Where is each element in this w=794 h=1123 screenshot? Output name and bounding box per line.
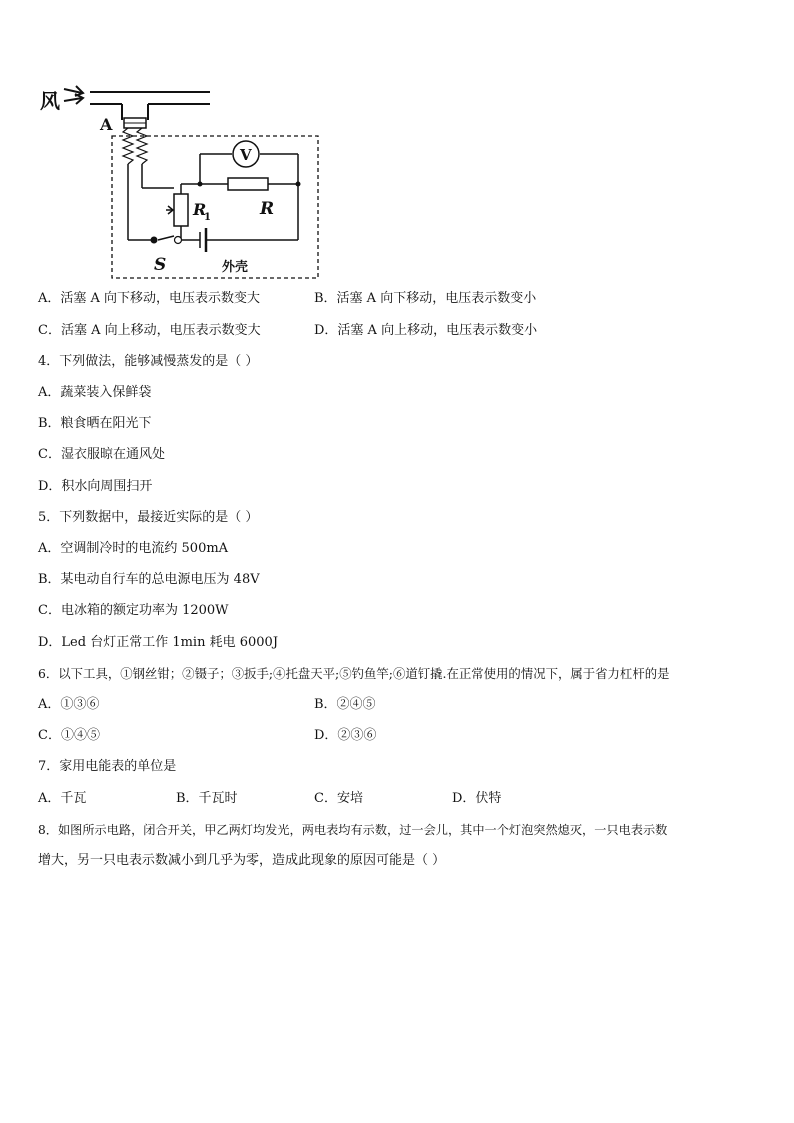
q8-stem-line2: 增大，另一只电表示数减小到几乎为零，造成此现象的原因可能是（ ） [38, 853, 446, 868]
q5-option-a: A．空调制冷时的电流约 500mA [38, 541, 229, 556]
q7-stem: 7．家用电能表的单位是 [38, 759, 177, 774]
q7-option-d: D．伏特 [452, 791, 502, 806]
q5-stem: 5．下列数据中，最接近实际的是（ ） [38, 510, 259, 525]
q4-stem: 4．下列做法，能够减慢蒸发的是（ ） [38, 354, 259, 369]
q3-option-b: B．活塞 A 向下移动，电压表示数变小 [314, 291, 537, 306]
q6-option-b: B．②④⑤ [314, 697, 376, 712]
r-label: R [260, 199, 275, 219]
r1-label: R [193, 200, 207, 219]
wind-label: 风 [40, 89, 60, 113]
r1-subscript: 1 [204, 212, 211, 223]
q6-option-d: D．②③⑥ [314, 728, 377, 743]
q7-option-b: B．千瓦时 [176, 791, 238, 806]
voltmeter-label: V [240, 146, 252, 164]
q6-option-a: A．①③⑥ [38, 697, 100, 712]
q4-option-a: A．蔬菜装入保鲜袋 [38, 385, 152, 400]
casing-label: 外壳 [222, 260, 249, 275]
switch-label: S [154, 255, 167, 275]
q3-option-c: C．活塞 A 向上移动，电压表示数变大 [38, 323, 261, 338]
q3-option-d: D．活塞 A 向上移动，电压表示数变小 [314, 323, 538, 338]
circuit-diagram [36, 84, 326, 284]
piston-label: A [100, 115, 113, 134]
q5-option-b: B．某电动自行车的总电源电压为 48V [38, 572, 260, 587]
q6-stem: 6．以下工具，①钢丝钳；②镊子；③扳手;④托盘天平;⑤钓鱼竿;⑥道钉撬.在正常使用的情况下，属于省力杠杆的是 [38, 666, 670, 681]
q5-option-c: C．电冰箱的额定功率为 1200W [38, 603, 229, 618]
q3-option-a: A．活塞 A 向下移动，电压表示数变大 [38, 291, 261, 306]
q7-option-c: C．安培 [314, 791, 363, 806]
q8-stem-line1: 8．如图所示电路，闭合开关，甲乙两灯均发光，两电表均有示数，过一会儿，其中一个灯泡突然熄灭，一只电表示数 [38, 823, 668, 837]
q7-option-a: A．千瓦 [38, 791, 87, 806]
q4-option-d: D．积水向周围扫开 [38, 479, 153, 494]
q4-option-c: C．湿衣服晾在通风处 [38, 447, 165, 462]
q4-option-b: B．粮食晒在阳光下 [38, 416, 152, 431]
q6-option-c: C．①④⑤ [38, 728, 100, 743]
q5-option-d: D．Led 台灯正常工作 1min 耗电 6000J [38, 635, 279, 650]
